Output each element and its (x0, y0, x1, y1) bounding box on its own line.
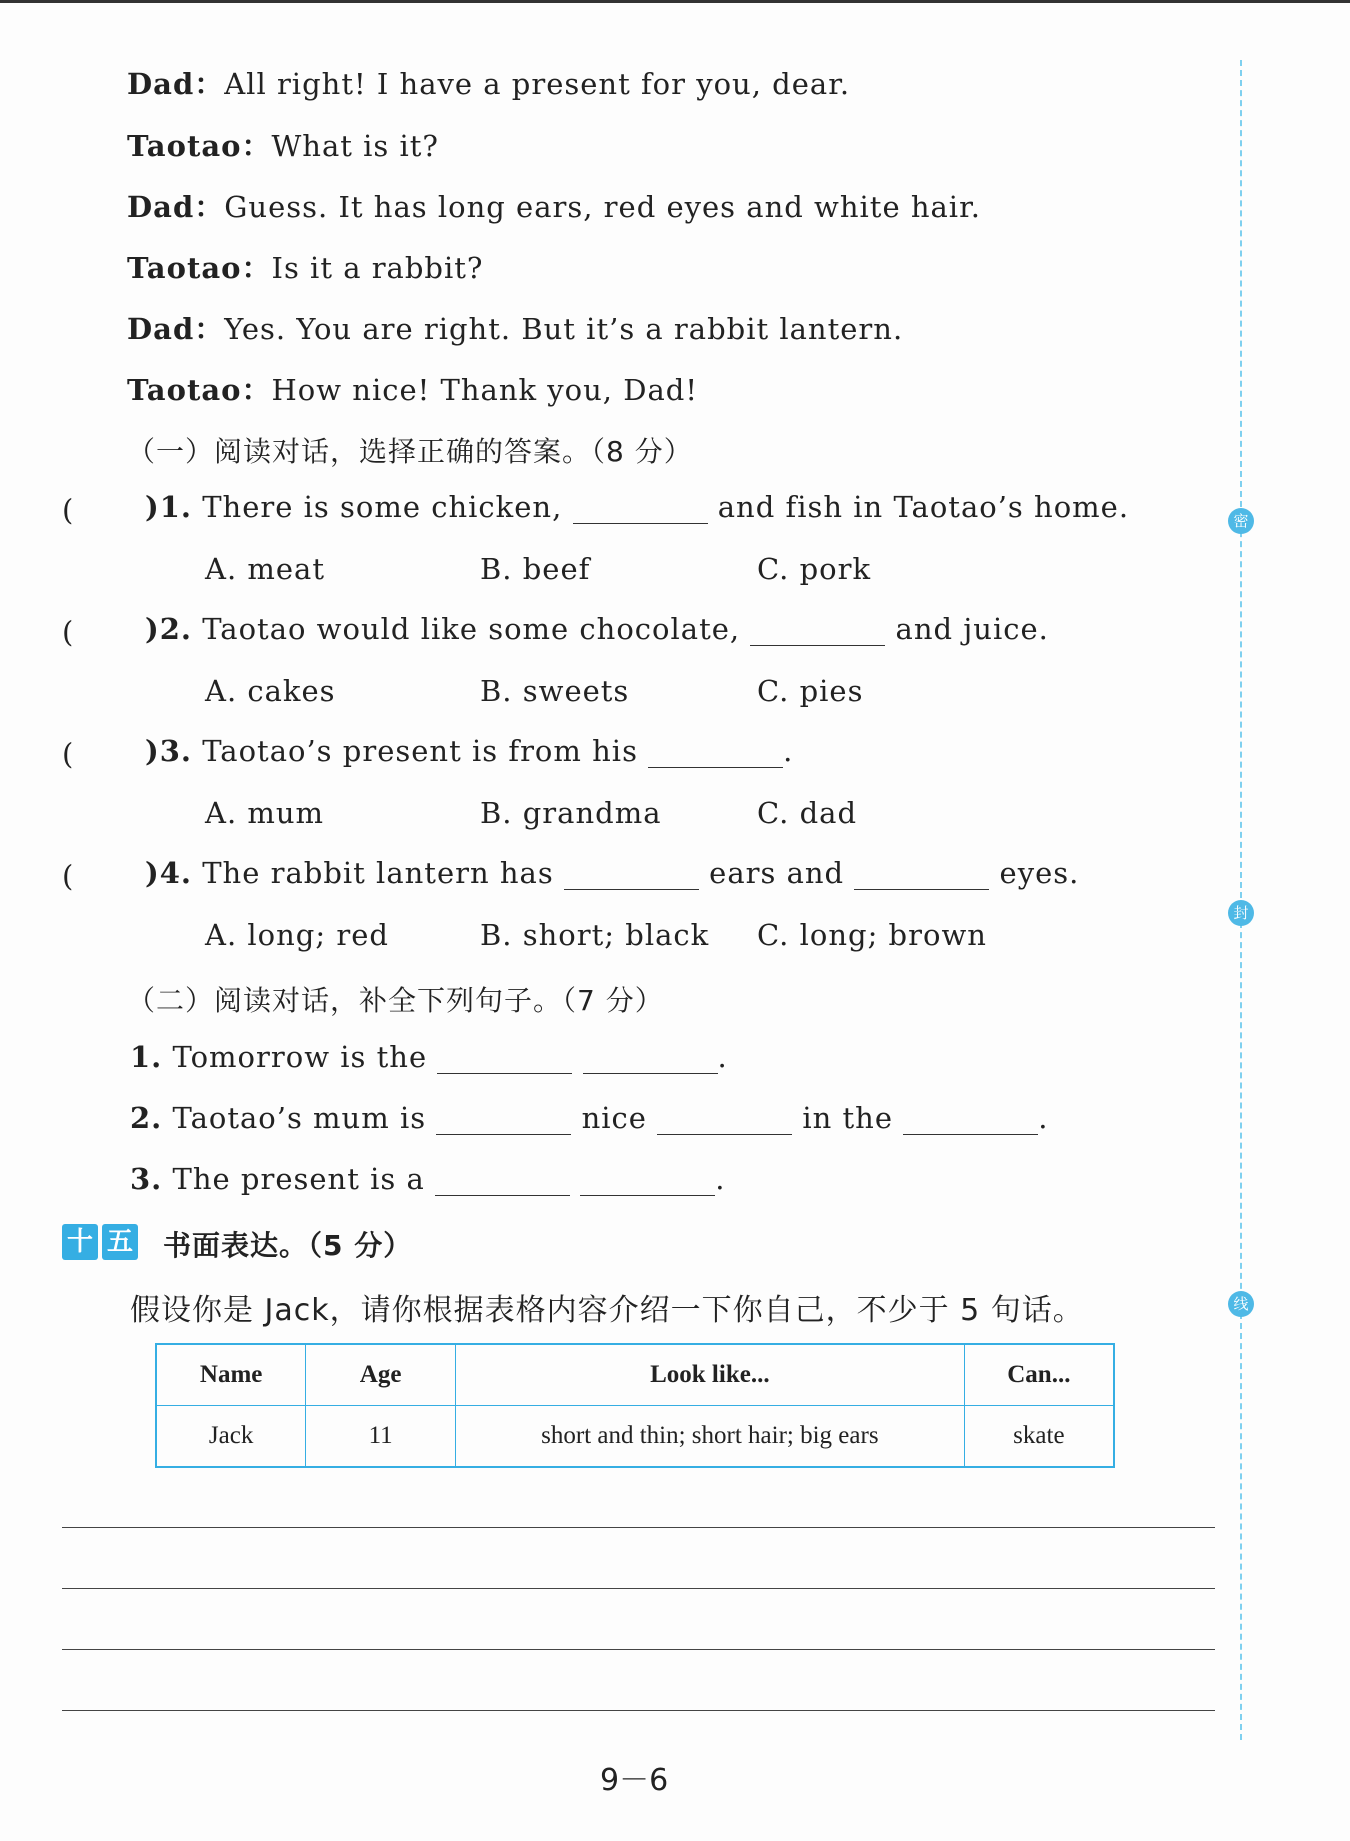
dialogue-line-3: Dad：Guess. It has long ears, red eyes and white hair. (127, 190, 981, 224)
option-4b: B. short; black (480, 918, 710, 952)
option-4c: C. long; brown (757, 918, 987, 952)
info-table (155, 1343, 1115, 1468)
blank[interactable] (437, 1043, 572, 1074)
option-1a: A. meat (205, 552, 325, 586)
seal-label: 线 (1228, 1291, 1254, 1317)
part1-heading: （一）阅读对话，选择正确的答案。（8 分） (127, 435, 693, 468)
table-cell: skate (964, 1406, 1114, 1468)
table-cell: 11 (306, 1406, 456, 1468)
question-2: )2. Taotao would like some chocolate, and juice. (145, 612, 1049, 646)
option-2c: C. pies (757, 674, 864, 708)
writing-line[interactable] (62, 1710, 1215, 1711)
dialogue-line-5: Dad：Yes. You are right. But it’s a rabbit lantern. (127, 312, 904, 346)
blank[interactable] (564, 859, 699, 890)
blank[interactable] (583, 1043, 718, 1074)
question-3: )3. Taotao’s present is from his . (145, 734, 794, 768)
speaker: Taotao (127, 373, 242, 407)
writing-line[interactable] (62, 1527, 1215, 1528)
option-1b: B. beef (480, 552, 591, 586)
section15-title: 书面表达。（5 分） (163, 1229, 413, 1262)
table-cell: Jack (156, 1406, 306, 1468)
table-header: Can... (964, 1344, 1114, 1406)
table-cell: short and thin; short hair; big ears (455, 1406, 964, 1468)
blank[interactable] (903, 1104, 1038, 1135)
table-row (156, 1406, 1114, 1468)
blank[interactable] (750, 615, 885, 646)
section-number-badge: 十 五 (62, 1224, 138, 1260)
writing-line[interactable] (62, 1649, 1215, 1650)
answer-paren-2[interactable]: ( (62, 615, 74, 649)
speaker: Dad (127, 67, 195, 101)
table-header: Look like... (455, 1344, 964, 1406)
speaker: Dad (127, 312, 195, 346)
option-4a: A. long; red (205, 918, 389, 952)
blank[interactable] (657, 1104, 792, 1135)
option-3c: C. dad (757, 796, 858, 830)
blank[interactable] (435, 1165, 570, 1196)
speaker: Dad (127, 190, 195, 224)
question-1: )1. There is some chicken, and fish in Taotao’s home. (145, 490, 1130, 524)
writing-line[interactable] (62, 1588, 1215, 1589)
seal-label: 密 (1228, 508, 1254, 534)
dialogue-line-6: Taotao：How nice! Thank you, Dad! (127, 373, 698, 407)
option-1c: C. pork (757, 552, 872, 586)
part2-heading: （二）阅读对话，补全下列句子。（7 分） (127, 984, 664, 1017)
option-3a: A. mum (205, 796, 325, 830)
option-2b: B. sweets (480, 674, 630, 708)
table-header: Age (306, 1344, 456, 1406)
page-number: 9－6 (600, 1763, 669, 1798)
dialogue-line-4: Taotao：Is it a rabbit? (127, 251, 484, 285)
speaker: Taotao (127, 251, 242, 285)
seal-label: 封 (1228, 900, 1254, 926)
speaker: Taotao (127, 129, 242, 163)
top-border (0, 0, 1350, 3)
dialogue-line-2: Taotao：What is it? (127, 129, 439, 163)
answer-paren-3[interactable]: ( (62, 737, 74, 771)
answer-paren-1[interactable]: ( (62, 493, 74, 527)
sentence-3: 3. The present is a . (130, 1162, 726, 1196)
blank[interactable] (580, 1165, 715, 1196)
sentence-2: 2. Taotao’s mum is nice in the . (130, 1101, 1049, 1135)
blank[interactable] (648, 737, 783, 768)
question-4: )4. The rabbit lantern has ears and eyes. (145, 856, 1080, 890)
section15-instruction: 假设你是 Jack，请你根据表格内容介绍一下你自己，不少于 5 句话。 (130, 1293, 1084, 1328)
blank[interactable] (436, 1104, 571, 1135)
sentence-1: 1. Tomorrow is the . (130, 1040, 728, 1074)
dialogue-line-1: Dad：All right! I have a present for you, dear. (127, 67, 851, 101)
option-3b: B. grandma (480, 796, 662, 830)
blank[interactable] (573, 493, 708, 524)
table-header-row (156, 1344, 1114, 1406)
option-2a: A. cakes (205, 674, 336, 708)
blank[interactable] (854, 859, 989, 890)
answer-paren-4[interactable]: ( (62, 859, 74, 893)
table-header: Name (156, 1344, 306, 1406)
